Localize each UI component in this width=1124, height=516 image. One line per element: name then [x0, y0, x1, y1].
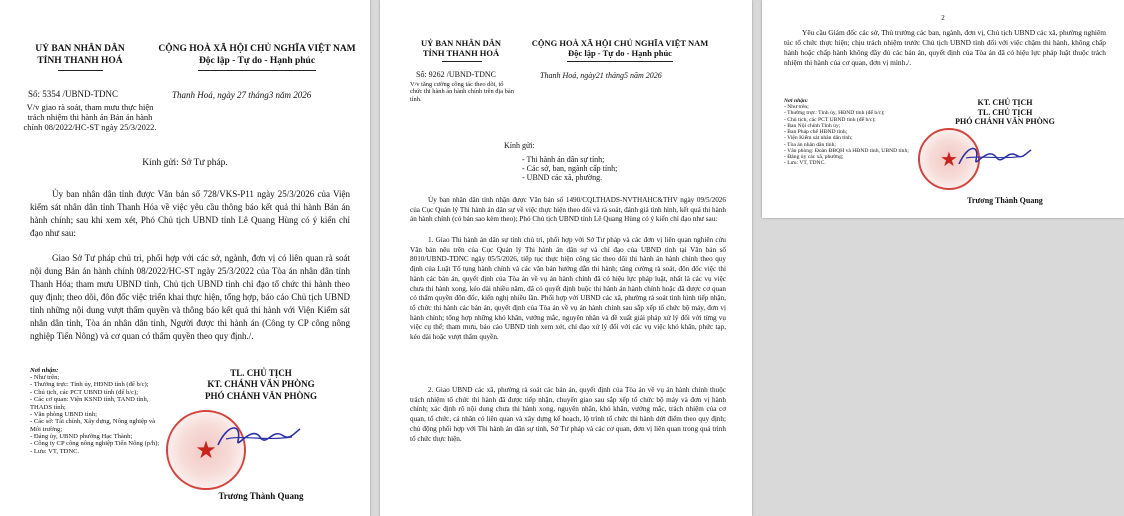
list-item: - Công ty CP công nông nghiệp Tiến Nông (p/h); — [30, 440, 160, 448]
document-subject: V/v giao rà soát, tham mưu thực hiện trách nhiệm thi hành án Bản án hành chính 08/2022/HC-ST ngày 25/3/2022. — [23, 102, 157, 133]
item-2: 2. Giao UBND các xã, phường rà soát các bản án, quyết định của Tòa án về vụ án hành chính thuộc trách nhiệm tổ chức thi hành đã được tiếp nhận, chuyển giao sau sắp xếp tổ chức bộ máy và đơn vị hành chính; xác định rõ nội dung chưa thi hành xong, nguyên nhân, khó khăn, vướng mắc, trách nhiệm của cơ quan, tổ chức, cá nhân có liên quan và xây dựng kế hoạch, lộ trình tổ chức thi hành dứt điểm theo quy định; chủ động phối hợp với Thi hành án dân sự tỉnh, Sở Tư pháp và các cơ quan, đơn vị liên quan trong quá trình tổ chức thực hiện. — [410, 386, 726, 443]
national-motto — [150, 44, 364, 68]
list-item: - Thường trực: Tỉnh ủy, HĐND tỉnh (để b/c); — [30, 381, 149, 389]
list-item: - Tòa án nhân dân tỉnh; — [784, 141, 836, 148]
handwritten-signature — [954, 138, 1034, 174]
list-item: - Chủ tịch, các PCT UBND tỉnh (để b/c); — [30, 388, 139, 396]
motto-underline — [198, 70, 316, 71]
list-item: - Viện Kiểm sát nhân dân tỉnh; — [784, 135, 853, 142]
addressee: Kính gửi: Sở Tư pháp. — [142, 158, 228, 168]
list-item: - Đảng ủy, UBND phường Hạc Thành; — [30, 433, 133, 440]
agency-name-line1: UỶ BAN NHÂN DÂN — [420, 38, 502, 48]
item-1: 1. Giao Thi hành án dân sự tỉnh chủ trì, phối hợp với Sở Tư pháp và các đơn vị liên quan nghiên cứu Văn bản nêu trên của Cục Quản lý Thi hành án dân sự và chỉ đạo của UBND tỉnh tại Văn bản số 8010/UBND-TDNC ngày 05/5/2026, tiếp tục thực hiện công tác theo dõi thi hành án hành chính theo quy định của Luật Tố tụng hành chính và các văn bản hướng dẫn thi hành; tăng cường rà soát, đôn đốc việc thi hành các bản án, quyết định của Tòa án về vụ án hành chính đã có hiệu lực pháp luật, nhất là các vụ việc chưa thi hành xong, kéo dài nhiều năm, đã có quyết định buộc thi hành án hành chính hoặc đã được cơ quan có thẩm quyền đôn đốc, kiến nghị nhiều lần. Phối hợp với UBND các xã, phường rà soát tình hình tiếp nhận, tổ chức thi hành các bản án, quyết định của Tòa án về vụ án hành chính sau sắp xếp tổ chức bộ máy, đơn vị hành chính; tổng hợp những khó khăn, vướng mắc, nguyên nhân và đề xuất giải pháp xử lý đối với từng vụ việc cụ thể; tham mưu, báo cáo UBND tỉnh xem xét, chỉ đạo xử lý đối với các vụ việc khó khăn, phức tạp, kéo dài hoặc vượt thẩm quyền. — [410, 236, 726, 342]
document-page-3 — [762, 0, 1124, 218]
document-subject: V/v tăng cường công tác theo dõi, tổ chức thi hành án hành chính trên địa bàn tỉnh. — [410, 81, 514, 103]
list-item: - Thường trực: Tỉnh ủy, HĐND tỉnh (để b/c); — [784, 110, 885, 117]
motto-line2: Độc lập - Tự do - Hạnh phúc — [568, 48, 672, 59]
document-date: Thanh Hoá, ngày 27 tháng3 năm 2026 — [172, 90, 312, 100]
signature-title — [930, 98, 1080, 127]
signer-name: Trương Thành Quang — [218, 491, 304, 501]
sign-line2: KT. CHÁNH VĂN PHÒNG — [207, 379, 315, 390]
recipients-block — [784, 98, 936, 167]
agency-name-line2: TỈNH THANH HOÁ — [37, 55, 123, 66]
signer-name: Trương Thành Quang — [967, 196, 1043, 205]
list-item: - Ban Nội chính Tỉnh ủy; — [784, 122, 841, 129]
document-number: Số: 9262 /UBND-TDNC — [416, 70, 497, 79]
addressee-label: Kính gửi: — [504, 141, 535, 150]
list-item: - Chủ tịch, các PCT UBND tỉnh (để b/c); — [784, 116, 876, 123]
motto-underline — [567, 61, 673, 62]
agency-underline — [442, 61, 482, 62]
list-item: - Thi hành án dân sự tỉnh; — [522, 155, 605, 164]
motto-line1: CỘNG HOÀ XÃ HỘI CHỦ NGHĨA VIỆT NAM — [531, 38, 709, 48]
list-item: - Các sở: Tài chính, Xây dựng, Nông nghiệp và — [30, 418, 156, 426]
list-item: - Văn phòng UBND tỉnh; — [30, 410, 97, 418]
document-page-1 — [0, 0, 370, 516]
agency-header — [406, 38, 516, 58]
paragraph-intro: Ủy ban nhân dân tỉnh được Văn bản số 728/VKS-P11 ngày 25/3/2026 của Viện kiểm sát nhân dân tỉnh Thanh Hóa về việc yêu cầu thông báo kết quả thi hành Bản án hành chính; sau khi xem xét, Phó Chủ tịch UBND tỉnh Lê Quang Hùng có ý kiến chỉ đạo như sau: — [30, 189, 350, 239]
list-item: - Lưu: VT, TDNC. — [30, 447, 80, 455]
sign-line1: KT. CHỦ TỊCH — [977, 98, 1033, 107]
list-item: - Các cơ quan: Viện KSND tỉnh, TAND tỉnh, — [30, 396, 149, 404]
sign-line3: PHÓ CHÁNH VĂN PHÒNG — [955, 117, 1055, 127]
official-seal: ★ — [918, 128, 980, 190]
list-item: - UBND các xã, phường. — [522, 172, 603, 182]
paragraph-intro: Ủy ban nhân dân tỉnh nhận được Văn bản số 1490/CQLTHADS-NVTHAHC&THV ngày 09/5/2026 của Cục Quản lý Thi hành án dân sự về việc thực hiện theo dõi và rà soát, đánh giá tình hình, kết quả thi hành án hành chính (có bản sao kèm theo); Phó Chủ tịch UBND tỉnh Lê Quang Hùng có ý kiến chỉ đạo như sau: — [410, 196, 726, 224]
sign-line1: TL. CHỦ TỊCH — [230, 368, 292, 378]
signature-title — [186, 368, 336, 402]
page-number: 2 — [941, 14, 945, 22]
closing-paragraph: Yêu cầu Giám đốc các sở, Thủ trưởng các ban, ngành, đơn vị, Chủ tịch UBND các xã, phường nghiêm túc tổ chức thực hiện; chịu trách nhiệm trước Chủ tịch UBND tỉnh đối với việc chậm thi hành, không chấp hành hoặc chấp hành không đầy đủ các bản án, quyết định của Tòa án đã có hiệu lực pháp luật thuộc trách nhiệm thi hành của cơ quan, đơn vị mình./. — [784, 28, 1106, 67]
list-item: Môi trường; — [30, 425, 63, 433]
recipients-title: Nơi nhận: — [784, 98, 808, 104]
list-item: - Như trên; — [784, 104, 809, 110]
handwritten-signature — [212, 415, 304, 457]
list-item: - Các sở, ban, ngành cấp tỉnh; — [522, 163, 618, 173]
agency-name-line2: TỈNH THANH HOÁ — [422, 48, 500, 59]
sign-line3: PHÓ CHÁNH VĂN PHÒNG — [204, 390, 318, 401]
document-page-2 — [380, 0, 752, 516]
paragraph-instruction: Giao Sở Tư pháp chủ trì, phối hợp với các sở, ngành, đơn vị có liên quan rà soát nội dung Bản án hành chính 08/2022/HC-ST ngày 25/3/2022 của Tòa án nhân dân tỉnh Thanh Hóa; tham mưu UBND tỉnh, Chủ tịch UBND tỉnh chỉ đạo tổ chức thi hành theo quy định; theo dõi, đôn đốc việc triển khai thực hiện, tổng hợp, báo cáo Chủ tịch UBND tỉnh những nội dung vượt thẩm quyền và thông báo kết quả thi hành với Viện Kiểm sát nhân dân tỉnh, Tòa án nhân dân tỉnh, Người được thi hành án (Công ty CP công nông nghiệp Tiến Nông) và cơ quan có thẩm quyền theo quy định./. — [30, 253, 350, 342]
list-item: - Đảng ủy các xã, phường; — [784, 154, 844, 160]
list-item: THADS tỉnh; — [30, 403, 66, 411]
list-item: - Văn phòng: Đoàn ĐBQH và HĐND tỉnh, UBND tỉnh; — [784, 147, 909, 154]
agency-header — [20, 44, 140, 68]
official-seal: ★ — [166, 410, 246, 490]
document-date: Thanh Hoá, ngày21 tháng5 năm 2026 — [540, 71, 662, 80]
list-item: - Ban Pháp chế HĐND tỉnh; — [784, 129, 848, 135]
list-item: - Lưu: VT, TDNC. — [784, 160, 826, 167]
sign-line2: TL. CHỦ TỊCH — [977, 107, 1033, 117]
motto-line2: Độc lập - Tự do - Hạnh phúc — [198, 55, 316, 66]
addressee-list — [522, 156, 617, 183]
national-motto — [520, 38, 720, 58]
agency-underline — [58, 70, 103, 71]
motto-line1: CỘNG HOÀ XÃ HỘI CHỦ NGHĨA VIỆT NAM — [158, 44, 356, 54]
recipients-title: Nơi nhận: — [30, 367, 59, 374]
agency-name-line1: UỶ BAN NHÂN DÂN — [35, 44, 125, 54]
document-number: Số: 5354 /UBND-TDNC — [28, 89, 119, 99]
list-item: - Như trên; — [30, 374, 60, 381]
recipients-list — [784, 104, 936, 167]
